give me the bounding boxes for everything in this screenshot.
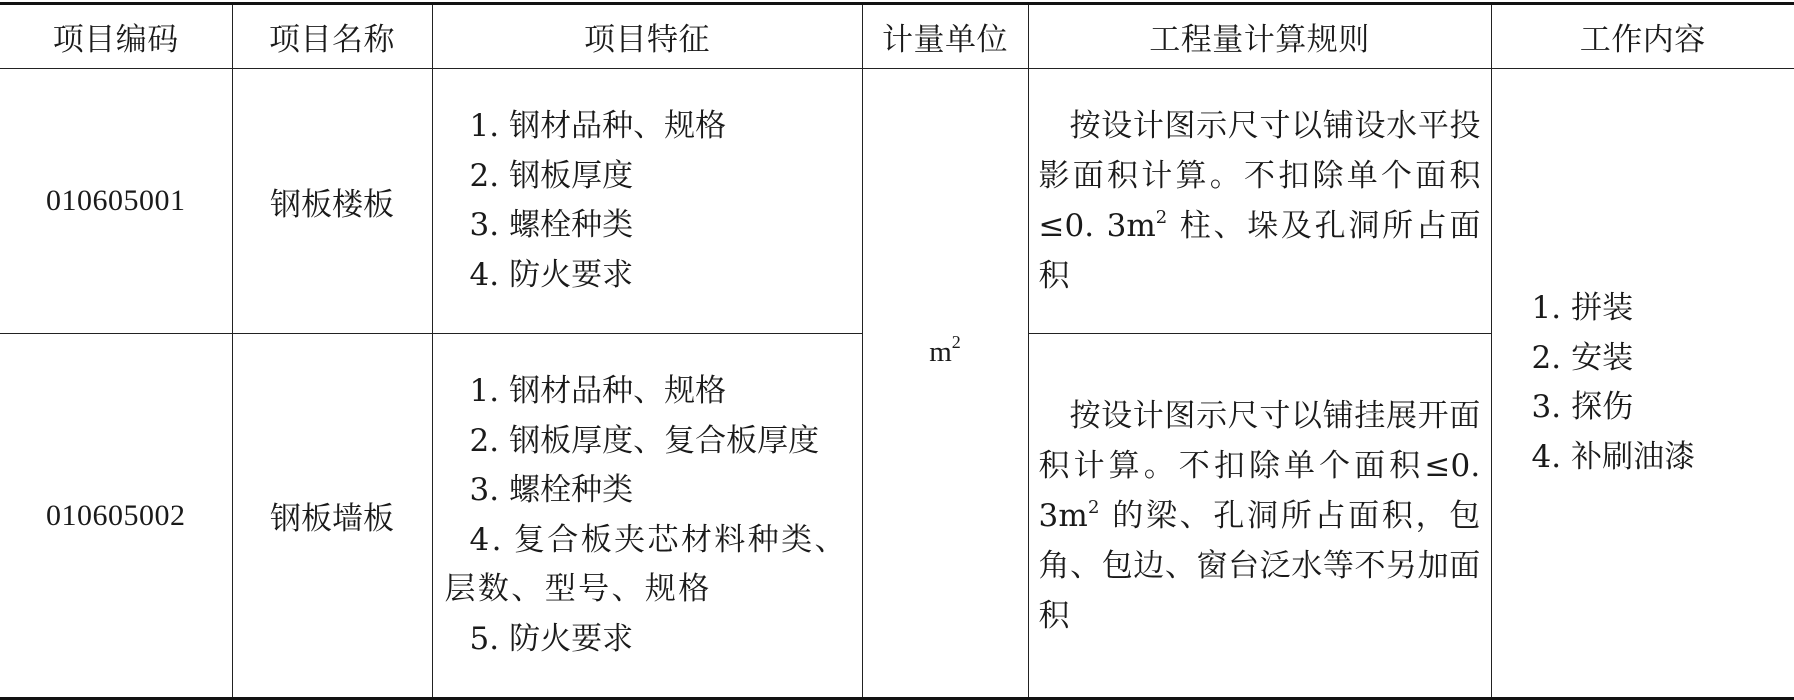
item-name-cell: 钢板墙板: [232, 334, 432, 699]
feature-list: [433, 367, 862, 664]
list-item: 4. 补刷油漆: [1532, 433, 1794, 483]
quantity-rule-text: 按设计图示尺寸以铺挂展开面积计算。不扣除单个面积≤0. $3m^2$ 的梁、孔洞所占面积，包角、包边、窗台泛水等不另加面积: [1029, 391, 1491, 641]
list-item: 5. 防火要求: [445, 615, 852, 665]
quantity-rule-text: 按设计图示尺寸以铺设水平投影面积计算。不扣除单个面积≤0. $3m^2$ 柱、垛及孔洞所占面积: [1029, 101, 1491, 301]
item-name-cell: 钢板楼板: [232, 69, 432, 334]
table-header-row: [0, 4, 1794, 69]
header-quantity-rule: 工程量计算规则: [1028, 4, 1491, 69]
header-item-code: 项目编码: [0, 4, 232, 69]
header-unit: 计量单位: [862, 4, 1028, 69]
quantity-rule-cell: [1028, 69, 1491, 334]
quantity-rule-cell: [1028, 334, 1491, 699]
header-item-features: 项目特征: [432, 4, 862, 69]
list-item: 4. 复合板夹芯材料种类、层数、型号、规格: [445, 516, 852, 615]
item-code-cell: 010605002: [0, 334, 232, 699]
list-item: 2. 钢板厚度: [445, 152, 852, 202]
feature-list: [433, 102, 862, 300]
item-code-cell: 010605001: [0, 69, 232, 334]
list-item: 2. 钢板厚度、复合板厚度: [445, 417, 852, 467]
unit-cell: [862, 69, 1028, 699]
list-item: 3. 探伤: [1532, 383, 1794, 433]
list-item: 3. 螺栓种类: [445, 466, 852, 516]
unit-value: $m^2$: [929, 336, 961, 368]
work-content-list: [1492, 284, 1794, 482]
item-features-cell: [432, 69, 862, 334]
list-item: 2. 安装: [1532, 334, 1794, 384]
list-item: 1. 钢材品种、规格: [445, 102, 852, 152]
bill-of-quantities-table: [0, 2, 1794, 700]
list-item: 1. 钢材品种、规格: [445, 367, 852, 417]
table-row: [0, 69, 1794, 334]
list-item: 4. 防火要求: [445, 251, 852, 301]
header-work-content: 工作内容: [1491, 4, 1794, 69]
list-item: 3. 螺栓种类: [445, 201, 852, 251]
item-features-cell: [432, 334, 862, 699]
header-item-name: 项目名称: [232, 4, 432, 69]
list-item: 1. 拼装: [1532, 284, 1794, 334]
work-content-cell: [1491, 69, 1794, 699]
